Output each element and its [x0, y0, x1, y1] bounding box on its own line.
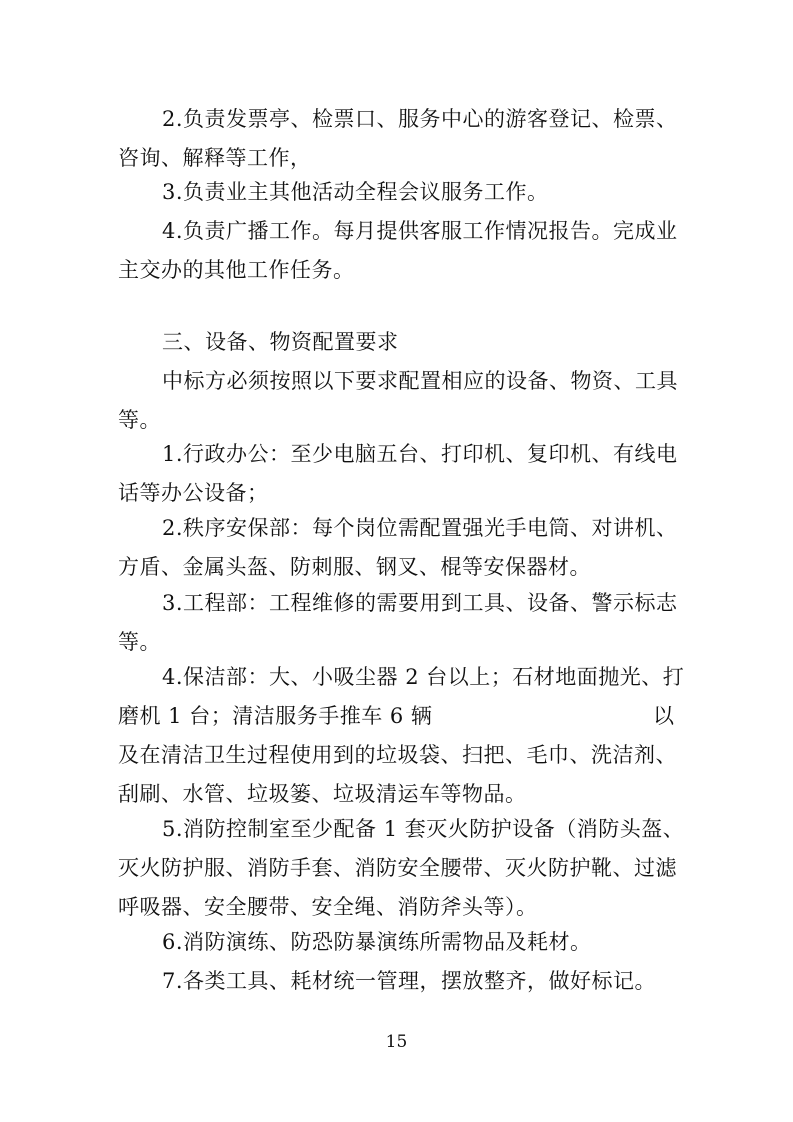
paragraph-line: 4.负责广播工作。每月提供客服工作情况报告。完成业	[162, 219, 678, 243]
paragraph-line: 6.消防演练、防恐防暴演练所需物品及耗材。	[162, 930, 592, 954]
paragraph-line: 1.行政办公：至少电脑五台、打印机、复印机、有线电	[162, 442, 678, 466]
paragraph-line: 及在清洁卫生过程使用到的垃圾袋、扫把、毛巾、洗洁剂、	[118, 743, 677, 767]
paragraph-line: 呼吸器、安全腰带、安全绳、消防斧头等）。	[118, 895, 538, 919]
section-heading: 三、设备、物资配置要求	[162, 330, 399, 354]
paragraph-line: 等。	[118, 630, 161, 654]
paragraph-line: 刮刷、水管、垃圾篓、垃圾清运车等物品。	[118, 782, 527, 806]
paragraph-line: 3.工程部：工程维修的需要用到工具、设备、警示标志	[162, 591, 678, 615]
paragraph-line: 话等办公设备；	[118, 481, 269, 505]
paragraph-line: 中标方必须按照以下要求配置相应的设备、物资、工具	[162, 369, 678, 393]
paragraph-line: 灭火防护服、消防手套、消防安全腰带、灭火防护靴、过滤	[118, 856, 677, 880]
paragraph-line: 方盾、金属头盔、防刺服、钢叉、棍等安保器材。	[118, 555, 591, 579]
page-number: 15	[385, 1032, 408, 1052]
paragraph-line-fragment: 以	[653, 704, 675, 728]
paragraph-line: 2.负责发票亭、检票口、服务中心的游客登记、检票、	[162, 107, 678, 131]
paragraph-line: 7.各类工具、耗材统一管理，摆放整齐，做好标记。	[162, 969, 657, 993]
paragraph-line: 5.消防控制室至少配备 1 套灭火防护设备（消防头盔、	[162, 817, 685, 841]
paragraph-line: 咨询、解释等工作，	[118, 146, 312, 170]
paragraph-line: 磨机 1 台；清洁服务手推车 6 辆	[118, 704, 433, 728]
paragraph-line: 4.保洁部：大、小吸尘器 2 台以上；石材地面抛光、打	[162, 665, 685, 689]
paragraph-line: 3.负责业主其他活动全程会议服务工作。	[162, 180, 549, 204]
paragraph-line: 2.秩序安保部：每个岗位需配置强光手电筒、对讲机、	[162, 516, 678, 540]
paragraph-line: 等。	[118, 408, 161, 432]
paragraph-line: 主交办的其他工作任务。	[118, 258, 355, 282]
